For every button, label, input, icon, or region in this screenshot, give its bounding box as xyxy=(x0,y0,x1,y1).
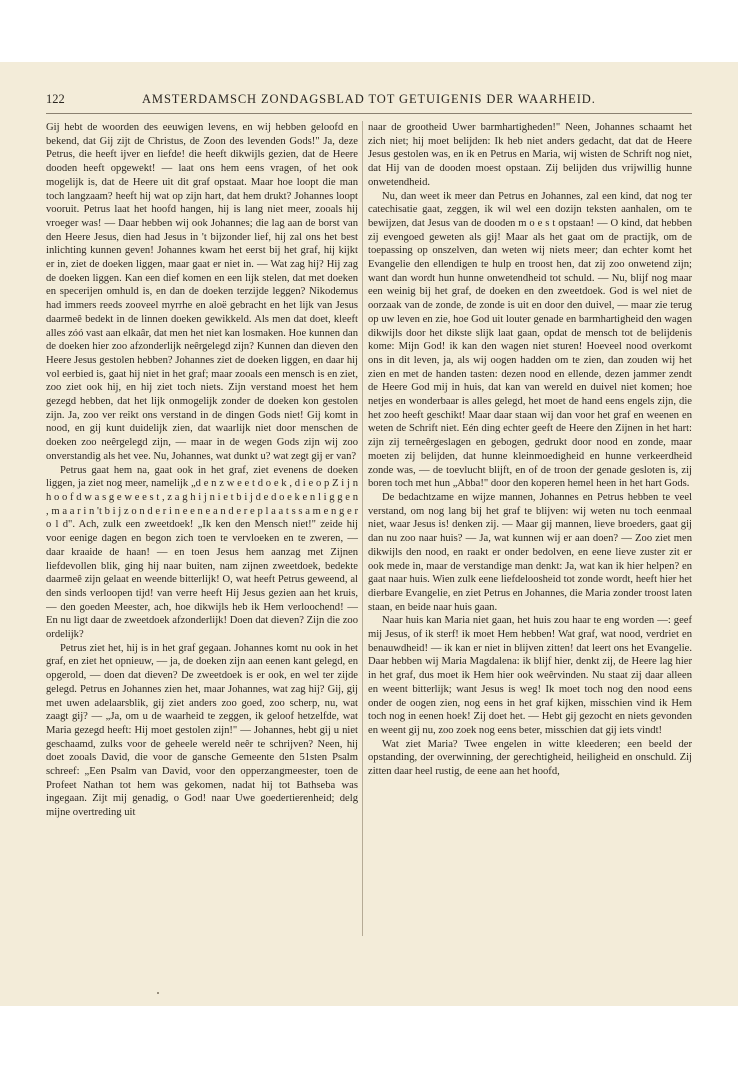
running-title: AMSTERDAMSCH ZONDAGSBLAD TOT GETUIGENIS DER WAARHEID. xyxy=(142,92,596,106)
print-speck xyxy=(157,992,159,994)
right-column xyxy=(368,121,692,991)
paragraph: naar de grootheid Uwer barmhartigheden!" Neen, Johannes schaamt het zich niet; hij moet belijden: Ik heb niet anders gedacht, dat dat de Heere Jesus gestolen was, en ik en Petrus en Maria, wij wisten de Schrift nog niet, dat Hij van de dooden moest opstaan. Zij belijden dus vrijwillig hunne onwetendheid. xyxy=(368,122,692,188)
paragraph: Nu, dan weet ik meer dan Petrus en Johannes, zal een kind, dat nog ter catechisatie gaat, zeggen, ik wil wel een dozijn teksten aanhalen, om te bewijzen, dat Jesus van de dooden m o e s t opstaan! — O kind, dat hebben zij evengoed geweten als gij! Maar als het gaat om de practijk, om de toepassing op onszelven, dan weten wij niets meer; dan echter komt het Evangelie den ellendigen te hulp en troost hen, dat zij zoo onwetend zijn; want dan wordt hun hunne onwetendheid tot schuld. — Nu, blijf nog maar een weinig bij het graf, de doeken en den zweetdoek. God is wel niet de oorzaak van de zonde, de zonde is uit en door den duivel, — maar zie terug op uw leven en zie, hoe God uit louter genade en barmhartigheid den wagen dikwijls door het dikste slijk laat gaan, opdat de mensch tot de belijdenis kome: Mijn God! ik kan den wagen niet sturen! Hoeveel nood overkomt ons in dit leven, ja, als wij oogen hadden om te zien, dan zouden wij het zien en met de handen tasten: dezen nood en ellende, dezen jammer zendt de Heere God mij in huis, dat kan van wereld en duivel niet komen; hoe netjes en wonderbaar is alles gelegd, het moet de hand eens engels zijn, die het zoo heeft geschikt! Maar daar staan wij dan voor het graf en weenen en weten de Schrift niet. Eén ding echter geeft de Heere den Zijnen in het hart: zijn zij terneêrgeslagen en gebogen, gedrukt door nood en zonde, maar moeten zij belijden, dat hunne kleinmoedigheid en hunne verkeerdheid zonde was, — de toevlucht blijft, en of de troon der genade gesloten is, zij boren toch met hun „Abba!" door den koperen hemel heen in het hart Gods. xyxy=(368,190,692,490)
page-number: 122 xyxy=(46,92,65,106)
left-column xyxy=(46,121,358,991)
header-rule xyxy=(46,113,692,114)
paragraph: Gij hebt de woorden des eeuwigen levens, en wij hebben geloofd en bekend, dat Gij zijt de Christus, de Zoon des levenden Gods!" Ja, deze Petrus, die heeft ijver en liefde! die heeft dikwijls gezien, dat de Heere dooden heeft opgewekt! — laat ons hem eens vragen, of het ook mogelijk is, dat de Heere uit dit graf opstaat. Maar hoe loopt die man toch langzaam? heeft hij wat op zijn hart, dat hem drukt? Johannes loopt vooruit. Petrus laat het hoofd hangen, hij is lang niet meer, zooals hij vroeger was! — Daar hebben wij ook Johannes; die lag aan de borst van den Heere Jesus, dien had Jesus in 't bijzonder lief, hij zal ons het best inlichting kunnen geven! Johannes kwam het eerst bij het graf, hij kijkt er in, ziet de doeken liggen, maar gaat er niet in. — Wat zag hij? Hij zag de doeken liggen. Kan een dief komen en een lijk stelen, dat met doeken en specerijen omhuld is, en dan de doeken terzijde leggen? Nikodemus had immers reeds zooveel myrrhe en aloë gebracht en het lijk van Jesus daarmeê bedekt in de linnen doeken gewikkeld. Als men dat doet, kleeft alles zóó vast aan elkaâr, dat men het niet kan losmaken. Hoe kunnen dan de doeken hier zoo afzonderlijk neêrgelegd zijn? Kunnen dan dieven den Heere Jesus gestolen hebben? Johannes ziet de doeken liggen, en daar hij vol eerbied is, gaat hij niet in het graf; maar zooals een mensch is en ziet, zoo ziet ook hij, en hij ziet toch niets. Zijn verstand moest het hem gezegd hebben, dat het lijk onmogelijk zonder de doeken kon gestolen zijn. Ja, zoo ver reikt ons verstand in de dingen Gods niet! Gij komt in nood, en gij kunt duidelijk zien, dat waarlijk niet door menschen de doeken zoo neêrgelegd zijn, — maar in de wegen Gods zijn wij zoo onverstandig als het vee. Nu, Johannes, wat dunkt u? wat zegt gij er van? xyxy=(46,122,358,462)
paragraph: De bedachtzame en wijze mannen, Johannes en Petrus hebben te veel verstand, om nog lang bij het graf te blijven: wij weten nu toch eenmaal niet, waar Jesus is! denken zij. — Maar gij mannen, lieve broeders, gaat gij dan nu zoo naar huis? — Ja, wat kunnen wij er aan doen? — Zoo ziet men dikwijls den nood, en raakt er onder bedolven, en eene lieve zuster zit er ook mede in, maar de verstandige man denkt: Ja, wat kan ik hier helpen? en gaat naar huis. Wien zulk eene liefdeloosheid tot zonde wordt, heeft hier het dierbare Evangelie, en ziet Petrus en Johannes, die Maria zonder troost laten staan, en beide naar huis gaan. xyxy=(368,491,692,613)
paragraph: Wat ziet Maria? Twee engelen in witte kleederen; een beeld der opstanding, der overwinning, der gerechtigheid, heiligheid en onschuld. Zij zitten daar heel rustig, de eene aan het hoofd, xyxy=(368,738,692,778)
paragraph: Naar huis kan Maria niet gaan, het huis zou haar te eng worden —: geef mij Jesus, of ik sterf! ik moet Hem hebben! Wat graf, wat nood, verdriet en benauwdheid! — ik kan er niet in blijven zitten! dat leert ons het Evangelie. Daar hebben wij Maria Magdalena: ik blijf hier, denkt zij, de Heere lag hier in het graf, dus moet ik Hem hier ook weêrvinden. Nu staat zij daar alleen en weent bitterlijk; want Jesus is weg! Ik moet toch nog den nood eens onder de oogen zien, nog eens in het graf kijken, misschien vind ik Hem toch nog in eenen hoek! Zij doet het. — Hebt gij gezocht en niets gevonden en weent gij nu, zoo zoek nog eens beter, misschien dat gij iets vindt! xyxy=(368,615,692,736)
column-divider xyxy=(362,121,363,936)
paragraph: Petrus gaat hem na, gaat ook in het graf, ziet evenens de doeken liggen, ja ziet nog meer, namelijk „d e n z w e e t d o e k , d i e o p Z i j n h o o f d w a s g e w e e s t , z a g h i j n i e t b i j d e d o e k e n l i g g e n , m a a r i n 't b i j z o n d e r i n e e n e a n d e r e p l a a t s s a m e n g e r o l d". Ach, zulk een zweetdoek! „Ik ken den Mensch niet!" zeide hij voor eenige dagen en begon zich toen te vervloeken en te zweren, — daar kraaide de haan! — en toen Jesus hem aanzag met Zijnen liefdevollen blik, ging hij naar buiten, nam zijnen zweetdoek, bedekte daarmeê zijn gelaat en weende bitterlijk! O, wat heeft Petrus geweend, al den sinds verloopen tijd! van verre heeft Hij Jesus gezien aan het kruis, — den goeden Meester, ach, hoe dikwijls heb ik Hem verloochend! — En nu ligt daar de zweetdoek afzonderlijk! Doen dat dieven? Zijn die zoo ordelijk? xyxy=(46,464,358,641)
paragraph: Petrus ziet het, hij is in het graf gegaan. Johannes komt nu ook in het graf, en ziet het opnieuw, — ja, de doeken zijn aan eenen kant gelegd, en opgerold, — doen dat dieven? De zweetdoek is er ook, en wel ter zijde gelegd. Petrus en Johannes zien het, maar Johannes, wat zag hij? Gij, gij met uwen adelaarsblik, gij ziet anders zoo goed, zoo scherp, nu, wat zaagt gij? — „Ja, om u de waarheid te zeggen, ik geloof hetzelfde, wat Maria gezegd heeft: Hij moet gestolen zijn!" — Johannes, hebt gij u niet geschaamd, zulks voor de geheele wereld neêr te schrijven? Neen, hij doet zooals David, die voor de gansche Gemeente den 51sten Psalm schreef: „Een Psalm van David, voor den opperzangmeester, toen de Profeet Nathan tot hem was gekomen, nadat hij tot Bathseba was ingegaan. Zijt mij genadig, o God! naar Uwe goedertierenheid; delg mijne overtreding uit xyxy=(46,642,358,819)
page-header xyxy=(46,92,692,108)
